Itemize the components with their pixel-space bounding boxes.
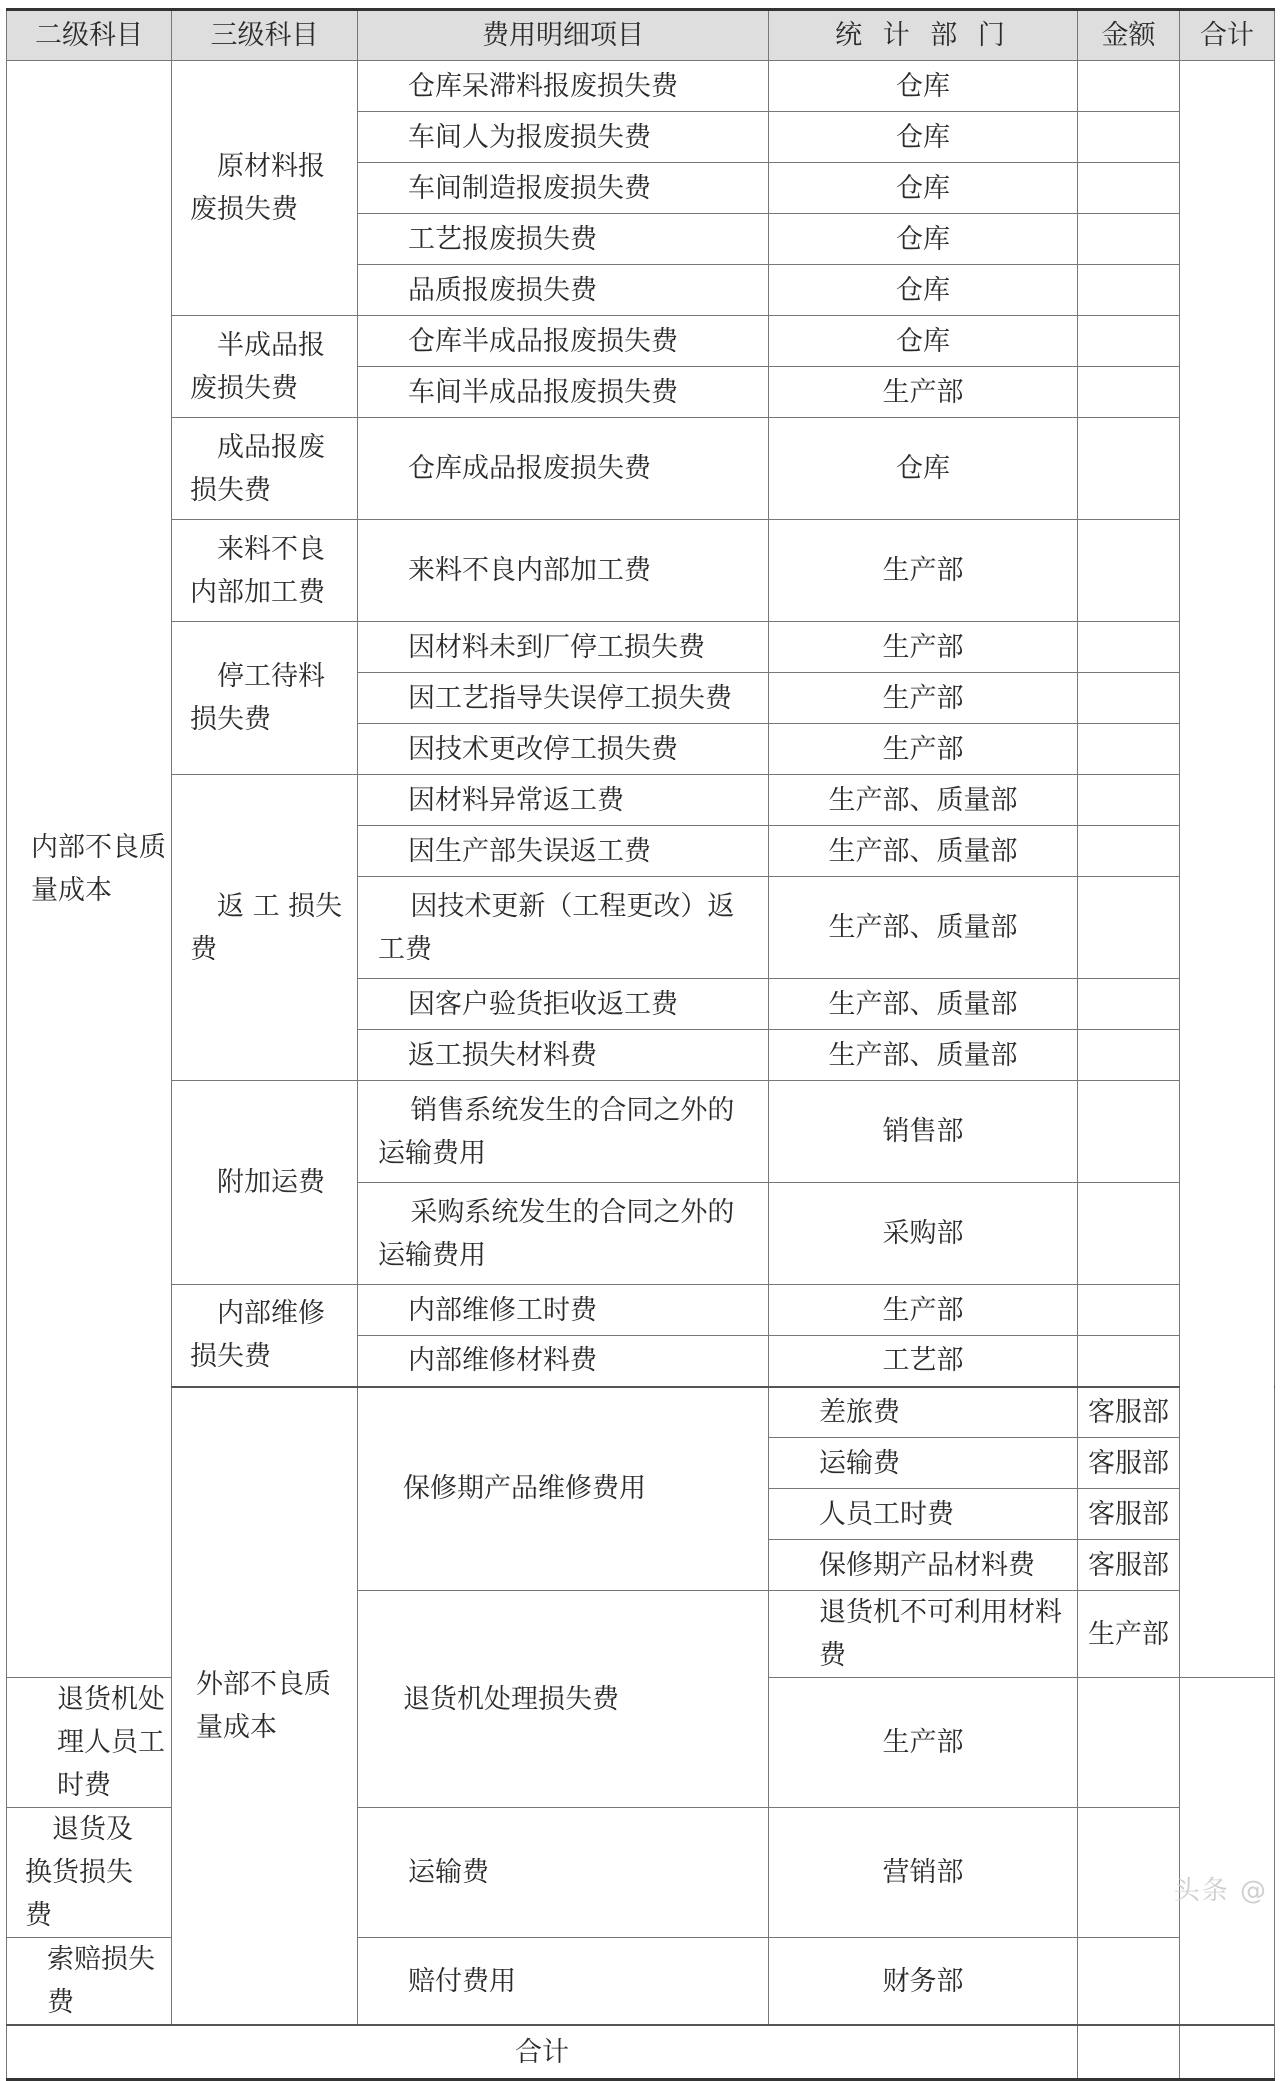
amount-cell [1078,1285,1180,1336]
department: 生产部 [769,367,1078,418]
header-row [7,10,1275,61]
detail-item: 保修期产品材料费 [769,1540,1078,1591]
quality-cost-table-sheet [6,8,1274,2081]
department: 客服部 [1078,1438,1180,1489]
detail-item: 因材料未到厂停工损失费 [358,622,769,673]
header-amount: 金额 [1078,10,1180,61]
level3-cell: 原材料报废损失费 [172,61,358,316]
level3-cell: 附加运费 [172,1081,358,1285]
detail-item: 因材料异常返工费 [358,775,769,826]
sum-cell-internal [1180,61,1275,1678]
total-row [7,2025,1275,2080]
table-row [7,520,1275,622]
amount-cell [1078,367,1180,418]
total-amount-cell [1078,2025,1180,2080]
detail-item: 因技术更新（工程更改）返工费 [358,877,769,979]
department: 销售部 [769,1081,1078,1183]
amount-cell [1078,1808,1180,1938]
table-row [7,61,1275,112]
amount-cell [1078,724,1180,775]
detail-item: 车间人为报废损失费 [358,112,769,163]
detail-item: 品质报废损失费 [358,265,769,316]
detail-item: 差旅费 [769,1387,1078,1438]
department: 仓库 [769,214,1078,265]
table-row [7,622,1275,673]
level3-cell: 内部维修损失费 [172,1285,358,1387]
level3-cell: 半成品报废损失费 [172,316,358,418]
header-sum: 合计 [1180,10,1275,61]
amount-cell [1078,520,1180,622]
department: 生产部 [769,724,1078,775]
detail-item: 因生产部失误返工费 [358,826,769,877]
level3-cell: 保修期产品维修费用 [358,1387,769,1591]
amount-cell [1078,418,1180,520]
department: 客服部 [1078,1540,1180,1591]
table-row [7,1387,1275,1438]
detail-item: 退货机不可利用材料费 [769,1591,1078,1678]
level3-cell: 退货及换货损失费 [7,1808,172,1938]
level3-cell: 成品报废损失费 [172,418,358,520]
detail-item: 因工艺指导失误停工损失费 [358,673,769,724]
department: 生产部 [769,520,1078,622]
level3-cell: 停工待料损失费 [172,622,358,775]
total-sum-cell [1180,2025,1275,2080]
level3-cell: 退货机处理损失费 [358,1591,769,1808]
department: 生产部、质量部 [769,826,1078,877]
department: 生产部、质量部 [769,1030,1078,1081]
detail-item: 赔付费用 [358,1938,769,2026]
detail-item: 返工损失材料费 [358,1030,769,1081]
amount-cell [1078,163,1180,214]
department: 生产部 [769,1285,1078,1336]
detail-item: 销售系统发生的合同之外的运输费用 [358,1081,769,1183]
amount-cell [1078,265,1180,316]
detail-item: 内部维修工时费 [358,1285,769,1336]
level3-cell: 来料不良内部加工费 [172,520,358,622]
amount-cell [1078,61,1180,112]
detail-item: 人员工时费 [769,1489,1078,1540]
department: 仓库 [769,112,1078,163]
department: 仓库 [769,265,1078,316]
department: 仓库 [769,163,1078,214]
header-level2: 二级科目 [7,10,172,61]
level2-external: 外部不良质量成本 [172,1387,358,2026]
amount-cell [1078,1336,1180,1387]
department: 财务部 [769,1938,1078,2026]
table-row [7,1081,1275,1183]
quality-cost-table [6,8,1275,2081]
amount-cell [1078,1081,1180,1183]
amount-cell [1078,1030,1180,1081]
department: 生产部 [769,1678,1078,1808]
level2-internal: 内部不良质量成本 [7,61,172,1678]
department: 仓库 [769,316,1078,367]
department: 生产部 [769,673,1078,724]
detail-item: 工艺报废损失费 [358,214,769,265]
header-department: 统 计 部 门 [769,10,1078,61]
amount-cell [1078,214,1180,265]
detail-item: 运输费 [769,1438,1078,1489]
department: 采购部 [769,1183,1078,1285]
department: 工艺部 [769,1336,1078,1387]
amount-cell [1078,673,1180,724]
detail-item: 车间制造报废损失费 [358,163,769,214]
department: 客服部 [1078,1387,1180,1438]
department: 生产部 [1078,1591,1180,1678]
amount-cell [1078,877,1180,979]
amount-cell [1078,1938,1180,2026]
amount-cell [1078,979,1180,1030]
detail-item: 内部维修材料费 [358,1336,769,1387]
table-row [7,1285,1275,1336]
detail-item: 采购系统发生的合同之外的运输费用 [358,1183,769,1285]
amount-cell [1078,775,1180,826]
amount-cell [1078,316,1180,367]
header-level3: 三级科目 [172,10,358,61]
detail-item: 退货机处理人员工时费 [7,1678,172,1808]
amount-cell [1078,112,1180,163]
table-row [7,775,1275,826]
detail-item: 仓库成品报废损失费 [358,418,769,520]
detail-item: 因技术更改停工损失费 [358,724,769,775]
header-detail-item: 费用明细项目 [358,10,769,61]
department: 生产部、质量部 [769,979,1078,1030]
amount-cell [1078,826,1180,877]
level3-cell: 返 工 损失费 [172,775,358,1081]
table-row [7,418,1275,520]
department: 仓库 [769,61,1078,112]
department: 生产部 [769,622,1078,673]
department: 仓库 [769,418,1078,520]
watermark: 头条 @ [1173,1876,1268,1906]
detail-item: 仓库呆滞料报废损失费 [358,61,769,112]
detail-item: 车间半成品报废损失费 [358,367,769,418]
table-row [7,316,1275,367]
department: 客服部 [1078,1489,1180,1540]
department: 生产部、质量部 [769,775,1078,826]
detail-item: 仓库半成品报废损失费 [358,316,769,367]
department: 营销部 [769,1808,1078,1938]
detail-item: 运输费 [358,1808,769,1938]
level3-cell: 索赔损失费 [7,1938,172,2026]
detail-item: 来料不良内部加工费 [358,520,769,622]
total-label: 合计 [7,2025,1078,2080]
amount-cell [1078,1678,1180,1808]
amount-cell [1078,622,1180,673]
detail-item: 因客户验货拒收返工费 [358,979,769,1030]
department: 生产部、质量部 [769,877,1078,979]
amount-cell [1078,1183,1180,1285]
